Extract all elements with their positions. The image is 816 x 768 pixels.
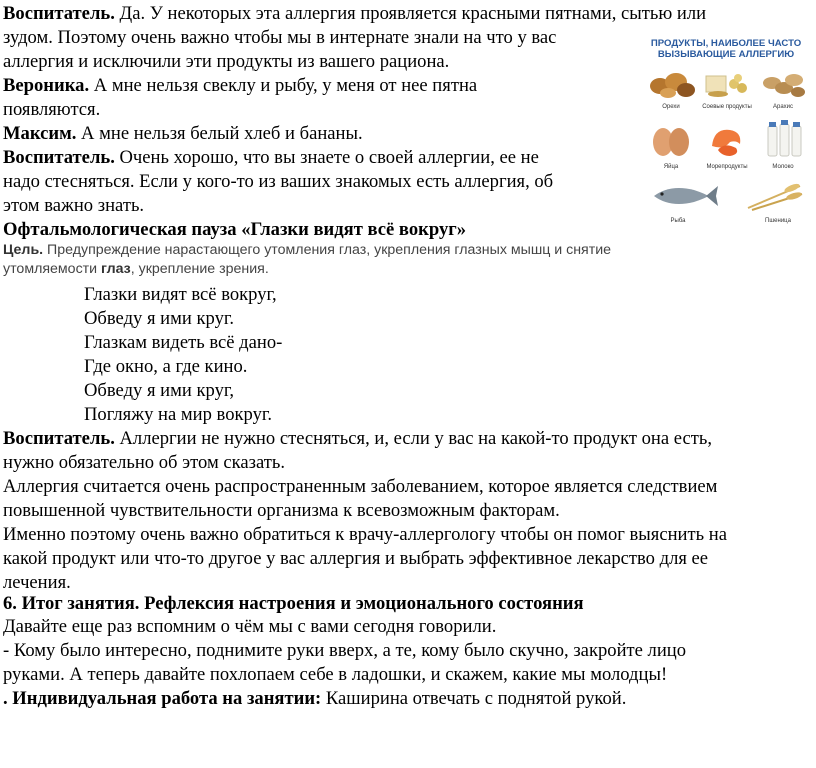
poem-line: Глазкам видеть всё дано- <box>84 332 283 353</box>
text-line: зудом. Поэтому очень важно чтобы мы в интернате знали на что у вас <box>3 27 557 48</box>
food-caption: Рыба <box>670 218 686 224</box>
text-line: лечения. <box>3 572 71 593</box>
wheat-icon <box>742 178 808 214</box>
goal-line <box>3 260 269 278</box>
food-caption: Соевые продукты <box>702 104 752 110</box>
speaker-label: Воспитатель. <box>3 147 115 168</box>
milk-icon <box>762 118 808 160</box>
allergen-infographic <box>638 28 814 234</box>
text-line: появляются. <box>3 99 101 120</box>
eggs-icon <box>648 120 694 160</box>
text-span: Да. У некоторых эта аллергия проявляется красными пятнами, сытью или <box>114 3 707 24</box>
text-line <box>3 146 539 170</box>
text-span: Каширина отвечать с поднятой рукой. <box>321 688 627 709</box>
shrimp-icon <box>704 120 750 160</box>
text-span: Очень хорошо, что вы знаете о своей аллергии, ее не <box>114 147 539 168</box>
speaker-label: Вероника. <box>3 75 90 96</box>
text-line: Давайте еще раз вспомним о чём мы с вами сегодня говорили. <box>3 616 497 637</box>
food-caption: Арахис <box>772 104 794 110</box>
text-span: Аллергии не нужно стесняться, и, если у вас на какой-то продукт она есть, <box>114 428 713 449</box>
food-caption: Яйца <box>663 164 679 170</box>
text-line: аллергия и исключили эти продукты из вашего рациона. <box>3 51 450 72</box>
text-line: этом важно знать. <box>3 195 145 216</box>
text-line: надо стесняться. Если у кого-то из ваших знакомых есть аллергия, об <box>3 171 554 192</box>
text-line: какой продукт или что-то другое у вас аллергия и выбрать эффективное лекарство для ее <box>3 548 709 569</box>
text-line: повышенной чувствительности организма к всевозможным факторам. <box>3 500 560 521</box>
text-line: Именно поэтому очень важно обратиться к врачу-аллергологу чтобы он помог выяснить на <box>3 524 727 545</box>
section-heading: Офтальмологическая пауза «Глазки видят всё вокруг» <box>3 219 466 240</box>
text-span: , укрепление зрения. <box>130 261 269 277</box>
nuts-icon <box>646 66 696 100</box>
text-span-bold: глаз <box>101 261 131 277</box>
text-span: утомляемости <box>3 261 102 277</box>
infographic-title-line: ВЫЗЫВАЮЩИЕ АЛЛЕРГИЮ <box>657 49 795 60</box>
text-line: Аллергия считается очень распространенным заболеванием, которое является следствием <box>3 476 718 497</box>
soy-products-icon <box>702 66 752 100</box>
text-line: нужно обязательно об этом сказать. <box>3 452 285 473</box>
text-span: Предупреждение нарастающего утомления глаз, укрепления глазных мышц и снятие <box>43 242 612 258</box>
speaker-label: Максим. <box>3 123 77 144</box>
speaker-label: Воспитатель. <box>3 428 115 449</box>
food-caption: Морепродукты <box>706 164 748 170</box>
goal-line <box>3 241 611 259</box>
fish-icon <box>650 180 720 212</box>
section-heading: 6. Итог занятия. Рефлексия настроения и эмоционального состояния <box>3 593 584 614</box>
text-line <box>3 427 712 451</box>
text-line <box>3 2 706 26</box>
poem-line: Где окно, а где кино. <box>84 356 248 377</box>
individual-label: . Индивидуальная работа на занятии: <box>3 688 322 709</box>
goal-label: Цель. <box>3 242 44 258</box>
text-line <box>3 122 363 146</box>
text-line: руками. А теперь давайте похлопаем себе в ладошки, и скажем, какие мы молодцы! <box>3 664 668 685</box>
food-caption: Орехи <box>662 104 680 110</box>
infographic-title <box>638 38 814 60</box>
text-line <box>3 687 626 711</box>
poem-line: Обведу я ими круг. <box>84 308 235 329</box>
poem-line: Обведу я ими круг, <box>84 380 235 401</box>
text-line: - Кому было интересно, поднимите руки вверх, а те, кому было скучно, закройте лицо <box>3 640 687 661</box>
text-span: А мне нельзя белый хлеб и бананы. <box>76 123 363 144</box>
poem-line: Погляжу на мир вокруг. <box>84 404 273 425</box>
food-caption: Пшеница <box>765 218 791 224</box>
infographic-title-line: ПРОДУКТЫ, НАИБОЛЕЕ ЧАСТО <box>650 38 802 49</box>
text-line <box>3 74 477 98</box>
poem-line: Глазки видят всё вокруг, <box>84 284 277 305</box>
speaker-label: Воспитатель. <box>3 3 115 24</box>
text-span: А мне нельзя свеклу и рыбу, у меня от нее пятна <box>89 75 478 96</box>
food-caption: Молоко <box>772 164 794 170</box>
peanuts-icon <box>758 66 808 100</box>
